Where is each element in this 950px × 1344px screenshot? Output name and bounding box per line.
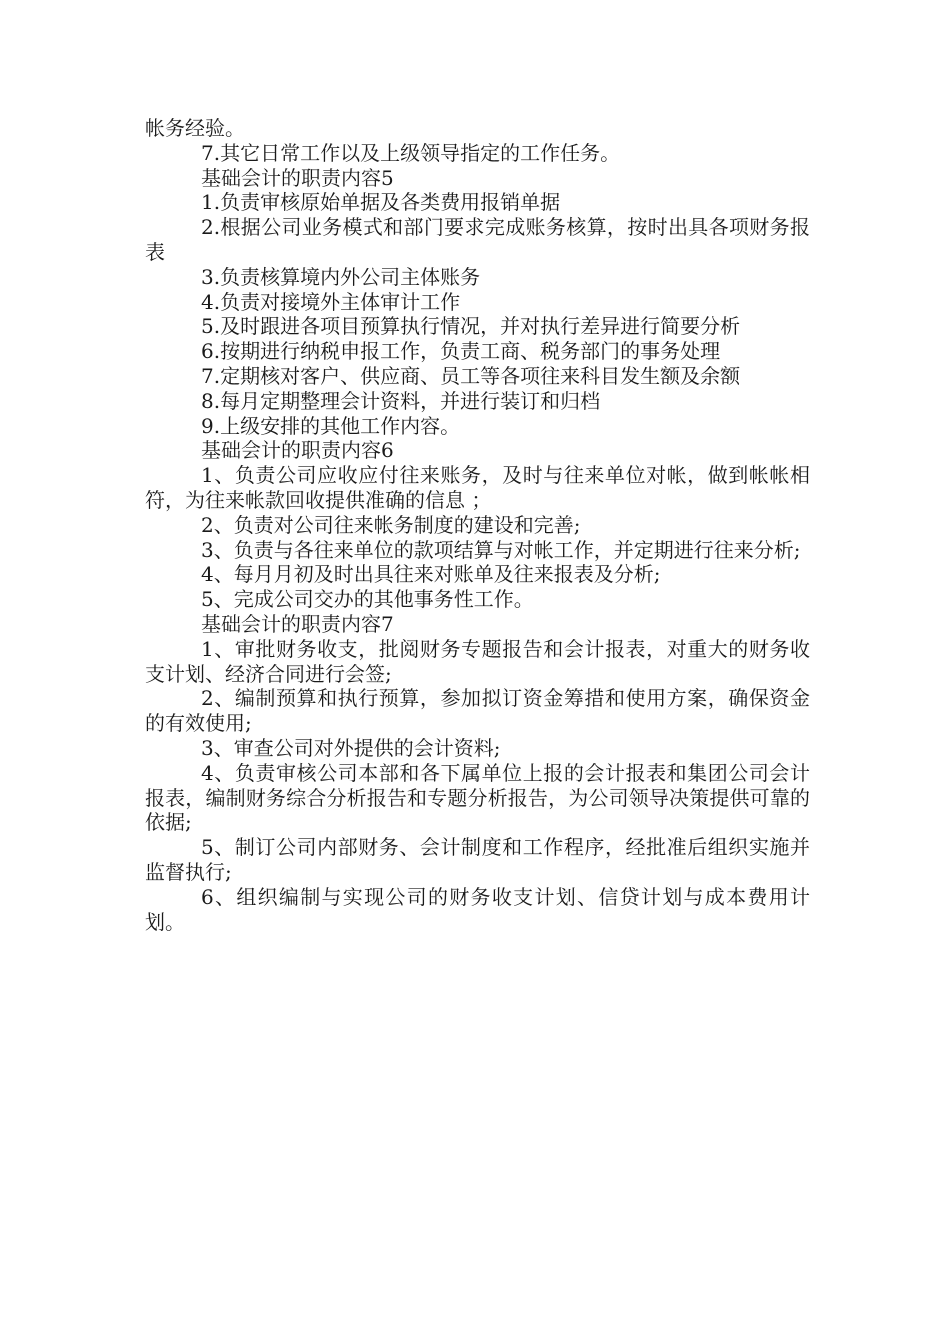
- list-item: 2、编制预算和执行预算，参加拟订资金筹措和使用方案，确保资金的有效使用;: [145, 686, 810, 736]
- list-item: 9.上级安排的其他工作内容。: [201, 413, 461, 438]
- list-item: 2.根据公司业务模式和部门要求完成账务核算，按时出具各项财务报表: [145, 215, 810, 264]
- list-item: 1、审批财务收支，批阅财务专题报告和会计报表，对重大的财务收支计划、经济合同进行会签;: [145, 636, 810, 686]
- section-heading: 基础会计的职责内容7: [201, 611, 394, 636]
- list-item: 7.定期核对客户、供应商、员工等各项往来科目发生额及余额: [201, 363, 741, 388]
- list-item: 1.负责审核原始单据及各类费用报销单据: [201, 190, 561, 215]
- list-item: 4、负责审核公司本部和各下属单位上报的会计报表和集团公司会计报表，编制财务综合分析报告和专题分析报告，为公司领导决策提供可靠的依据;: [145, 760, 810, 835]
- list-item: 2、负责对公司往来帐务制度的建设和完善;: [201, 512, 581, 537]
- list-item: 5.及时跟进各项目预算执行情况，并对执行差异进行简要分析: [201, 314, 741, 339]
- list-item: 4.负责对接境外主体审计工作: [201, 289, 461, 314]
- list-item: 5、制订公司内部财务、会计制度和工作程序，经批准后组织实施并监督执行;: [145, 835, 810, 884]
- list-item: 3.负责核算境内外公司主体账务: [201, 264, 481, 289]
- list-item: 1、负责公司应收应付往来账务，及时与往来单位对帐，做到帐帐相符，为往来帐款回收提供准确的信息 ；: [145, 463, 810, 512]
- paragraph-continuation: 帐务经验。: [145, 116, 245, 140]
- list-item: 5、完成公司交办的其他事务性工作。: [201, 587, 534, 612]
- list-item: 3、负责与各往来单位的款项结算与对帐工作，并定期进行往来分析;: [201, 537, 801, 562]
- list-item: 6、组织编制与实现公司的财务收支计划、信贷计划与成本费用计划。: [145, 884, 810, 934]
- list-item: 4、每月月初及时出具往来对账单及往来报表及分析;: [201, 562, 661, 587]
- list-item: 8.每月定期整理会计资料，并进行装订和归档: [201, 388, 601, 413]
- document-body: [145, 116, 810, 934]
- list-item: 3、审查公司对外提供的会计资料;: [201, 735, 501, 760]
- list-item: 7.其它日常工作以及上级领导指定的工作任务。: [201, 140, 621, 165]
- section-heading: 基础会计的职责内容5: [201, 165, 394, 190]
- list-item: 6.按期进行纳税申报工作，负责工商、税务部门的事务处理: [201, 339, 721, 364]
- section-heading: 基础会计的职责内容6: [201, 438, 394, 463]
